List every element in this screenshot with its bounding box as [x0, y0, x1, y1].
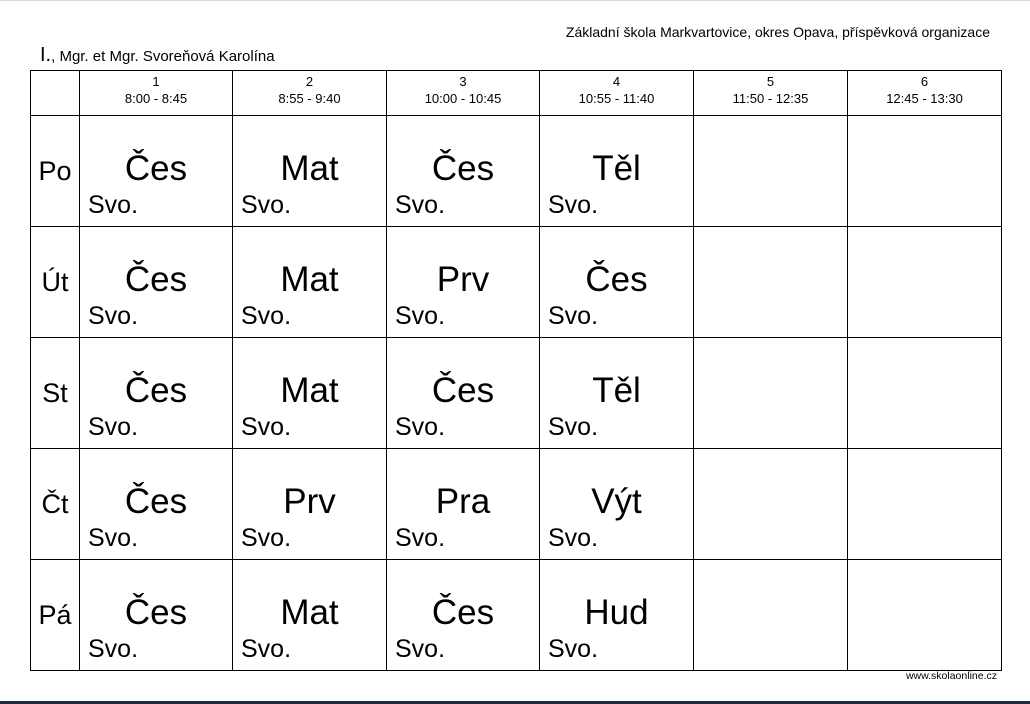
- lesson-cell: [80, 227, 233, 338]
- lesson-teacher: Svo.: [395, 191, 446, 219]
- school-name: Základní škola Markvartovice, okres Opava, příspěvková organizace: [565, 24, 990, 40]
- lesson-subject: Mat: [280, 593, 339, 632]
- lesson-cell: [540, 338, 694, 449]
- lesson-subject: Pra: [435, 482, 491, 521]
- lesson-subject: Mat: [280, 371, 339, 410]
- lesson-teacher: Svo.: [395, 413, 446, 441]
- lesson-cell-empty: [694, 449, 848, 560]
- lesson-teacher: Svo.: [88, 302, 139, 330]
- lesson-cell: [540, 116, 694, 227]
- lesson-subject: Těl: [592, 371, 641, 410]
- day-label: Pá: [31, 560, 80, 671]
- lesson-teacher: Svo.: [241, 413, 292, 441]
- lesson-subject: Mat: [280, 260, 339, 299]
- class-heading: [40, 44, 275, 67]
- lesson-teacher: Svo.: [88, 635, 139, 663]
- lesson-teacher: Svo.: [88, 524, 139, 552]
- period-time: 10:00 - 10:45: [424, 91, 502, 106]
- period-number: 6: [920, 74, 929, 89]
- lesson-cell: [80, 338, 233, 449]
- class-name: I.: [40, 44, 52, 66]
- period-number: 5: [766, 74, 775, 89]
- day-label: St: [31, 338, 80, 449]
- lesson-cell: [233, 227, 387, 338]
- lesson-teacher: Svo.: [241, 191, 292, 219]
- lesson-subject: Čes: [124, 371, 188, 410]
- lesson-subject: Hud: [584, 593, 649, 632]
- lesson-subject: Těl: [592, 149, 641, 188]
- period-time: 11:50 - 12:35: [732, 91, 809, 106]
- lesson-cell-empty: [694, 560, 848, 671]
- lesson-cell: [233, 116, 387, 227]
- period-header: [80, 71, 233, 116]
- day-row: [31, 449, 1002, 560]
- lesson-subject: Čes: [431, 149, 495, 188]
- lesson-teacher: Svo.: [88, 191, 139, 219]
- lesson-subject: Čes: [124, 482, 188, 521]
- lesson-teacher: Svo.: [548, 635, 599, 663]
- day-row: [31, 338, 1002, 449]
- lesson-cell: [387, 116, 540, 227]
- lesson-subject: Čes: [431, 593, 495, 632]
- header-corner: [31, 71, 80, 116]
- period-number: 1: [152, 74, 160, 89]
- page-top-border: [0, 0, 1030, 1]
- lesson-cell: [387, 560, 540, 671]
- lesson-subject: Mat: [280, 149, 339, 188]
- lesson-cell-empty: [694, 116, 848, 227]
- lesson-teacher: Svo.: [395, 302, 446, 330]
- lesson-teacher: Svo.: [241, 302, 292, 330]
- period-number: 2: [305, 74, 314, 89]
- lesson-cell: [233, 338, 387, 449]
- timetable: [30, 70, 1002, 671]
- lesson-cell: [233, 449, 387, 560]
- lesson-cell: [387, 227, 540, 338]
- lesson-cell: [80, 560, 233, 671]
- lesson-cell-empty: [848, 560, 1002, 671]
- lesson-cell: [540, 227, 694, 338]
- lesson-subject: Čes: [124, 593, 188, 632]
- lesson-teacher: Svo.: [241, 524, 292, 552]
- lesson-subject: Čes: [124, 149, 188, 188]
- lesson-cell: [540, 560, 694, 671]
- lesson-cell-empty: [848, 227, 1002, 338]
- lesson-cell-empty: [694, 338, 848, 449]
- lesson-teacher: Svo.: [395, 635, 446, 663]
- lesson-subject: Výt: [591, 482, 642, 521]
- period-time: 8:00 - 8:45: [124, 91, 188, 106]
- day-label: Po: [31, 116, 80, 227]
- lesson-subject: Čes: [124, 260, 188, 299]
- day-label: Út: [31, 227, 80, 338]
- lesson-teacher: Svo.: [548, 191, 599, 219]
- lesson-cell-empty: [848, 338, 1002, 449]
- lesson-cell-empty: [848, 116, 1002, 227]
- lesson-teacher: Svo.: [241, 635, 292, 663]
- day-row: [31, 116, 1002, 227]
- lesson-subject: Čes: [585, 260, 648, 299]
- lesson-cell: [540, 449, 694, 560]
- lesson-cell: [80, 116, 233, 227]
- period-header: [848, 71, 1002, 116]
- day-row: [31, 227, 1002, 338]
- lesson-cell: [387, 449, 540, 560]
- lesson-cell: [387, 338, 540, 449]
- lesson-subject: Prv: [436, 260, 490, 299]
- day-row: [31, 560, 1002, 671]
- period-time: 12:45 - 13:30: [886, 91, 963, 106]
- period-number: 3: [459, 74, 467, 89]
- period-header: [387, 71, 540, 116]
- day-label: Čt: [31, 449, 80, 560]
- lesson-subject: Čes: [431, 371, 495, 410]
- period-time: 10:55 - 11:40: [578, 91, 655, 106]
- period-number: 4: [612, 74, 621, 89]
- lesson-teacher: Svo.: [88, 413, 139, 441]
- lesson-cell: [233, 560, 387, 671]
- lesson-teacher: Svo.: [548, 302, 599, 330]
- period-header: [694, 71, 848, 116]
- period-header: [233, 71, 387, 116]
- lesson-cell-empty: [694, 227, 848, 338]
- footer-website[interactable]: www.skolaonline.cz: [905, 670, 997, 682]
- lesson-teacher: Svo.: [548, 524, 599, 552]
- lesson-cell: [80, 449, 233, 560]
- lesson-teacher: Svo.: [548, 413, 599, 441]
- lesson-subject: Prv: [283, 482, 336, 521]
- lesson-cell-empty: [848, 449, 1002, 560]
- class-teacher: , Mgr. et Mgr. Svoreňová Karolína: [51, 48, 275, 65]
- period-header: [540, 71, 694, 116]
- period-header-row: [31, 71, 1002, 116]
- lesson-teacher: Svo.: [395, 524, 446, 552]
- period-time: 8:55 - 9:40: [278, 91, 341, 106]
